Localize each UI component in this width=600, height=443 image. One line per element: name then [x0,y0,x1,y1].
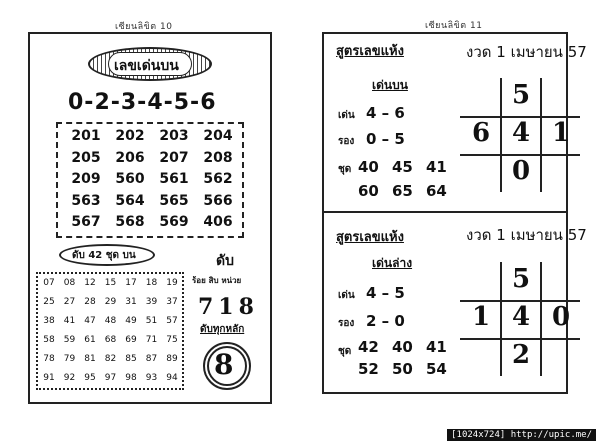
top-date: งวด 1 เมษายน 57 [466,43,587,61]
small-grid-cell: 85 [125,354,137,364]
grid-cell: 565 [159,192,189,209]
lead-digits: 0-2-3-4-5-6 [68,90,217,115]
small-grid-cell: 95 [84,373,96,383]
cross-digit-top: 5 [511,264,531,294]
small-grid-cell: 38 [43,316,55,326]
grid-cell: 568 [115,214,145,230]
small-grid-cell: 18 [145,278,158,288]
grid-cell: 209 [71,171,101,187]
small-grid-cell: 57 [166,316,178,326]
top-den-value: 4 – 6 [366,104,405,122]
small-grid-cell: 28 [84,297,96,307]
small-grid-cell: 78 [43,354,55,364]
small-grid-cell: 89 [166,354,178,364]
footer-watermark: [1024x724] http://upic.me/ [447,429,596,441]
dab-all-digit: 8 [214,348,234,381]
bottom-chud-label: ชุด [338,346,352,357]
chud-value: 65 [392,182,413,200]
small-grid-cell: 93 [145,373,158,383]
set-label: ดับ 42 ชุด บน [72,250,136,261]
chud-value: 41 [426,338,447,356]
small-grid-cell: 47 [84,316,96,326]
cross-digit-right: 1 [551,118,571,148]
dab-all-label: ดับทุกหลัก [200,324,245,335]
right-page-header: เซียนลิขิต 11 [425,21,483,31]
small-grid-cell: 97 [104,373,117,383]
positions-label: ร้อย สิบ หน่วย [192,276,242,285]
grid-cell: 207 [159,149,189,166]
small-grid-cell: 39 [145,297,158,307]
bottom-date: งวด 1 เมษายน 57 [466,226,587,244]
grid-cell: 204 [203,128,233,144]
cross-digit-center: 4 [511,118,531,148]
small-grid-cell: 61 [84,335,96,345]
grid-cell: 203 [159,128,189,144]
right-page-divider [322,211,568,213]
grid-cell: 562 [203,171,233,187]
chud-value: 54 [426,360,447,378]
grid-cell: 561 [159,171,189,187]
small-grid-cell: 37 [166,297,178,307]
left-page-header: เซียนลิขิต 10 [115,22,173,32]
bottom-subtitle: เด่นล่าง [372,256,413,270]
chud-value: 42 [358,338,379,356]
small-grid-cell: 81 [84,354,96,364]
chud-value: 52 [358,360,379,378]
grid-cell: 208 [203,149,233,166]
grid-cell: 205 [71,149,101,166]
bottom-rong-value: 2 – 0 [366,312,405,330]
cross-digit-bottom: 0 [511,156,531,186]
grid-cell: 406 [203,214,233,230]
small-grid-cell: 75 [166,335,178,345]
small-grid-cell: 15 [104,278,117,288]
small-grid-cell: 92 [63,373,76,383]
chud-value: 60 [358,182,379,200]
top-den-label: เด่น [338,110,355,121]
bottom-den-value: 4 – 5 [366,284,405,302]
bottom-den-label: เด่น [338,290,355,301]
grid-cell: 202 [115,128,145,144]
small-grid-cell: 59 [63,335,76,345]
cross-digit-top: 5 [511,80,531,110]
top-rong-value: 0 – 5 [366,130,405,148]
cross-digit-bottom: 2 [511,340,531,370]
chud-value: 40 [358,158,379,176]
small-grid-cell: 87 [145,354,158,364]
small-grid-cell: 41 [63,316,76,326]
small-grid-cell: 49 [125,316,137,326]
chud-value: 64 [426,182,447,200]
cross-digit-left: 1 [471,302,491,332]
small-grid-cell: 68 [104,335,117,345]
small-grid-cell: 58 [43,335,55,345]
cross-digit-center: 4 [511,302,531,332]
cross-digit-left: 6 [471,118,491,148]
chud-value: 50 [392,360,413,378]
small-grid-cell: 79 [63,354,76,364]
grid-cell: 566 [203,192,233,209]
grid-cell: 206 [115,149,145,166]
small-grid-cell: 31 [125,297,137,307]
grid-cell: 563 [71,192,101,209]
small-grid-cell: 98 [125,373,137,383]
bottom-rong-label: รอง [338,318,355,329]
small-grid-cell: 94 [166,373,178,383]
grid-cell: 560 [115,171,145,187]
small-grid-cell: 27 [63,297,76,307]
small-grid-cell: 25 [43,297,55,307]
small-grid-cell: 48 [104,316,117,326]
small-grid-cell: 07 [43,278,55,288]
chud-value: 45 [392,158,413,176]
small-grid-cell: 08 [63,278,76,288]
small-grid-cell: 82 [104,354,117,364]
grid-cell: 201 [71,128,101,144]
grid-cell: 567 [71,214,101,230]
small-grid-cell: 12 [84,278,96,288]
banner-title: เลขเด่นบน [114,58,179,74]
top-rong-label: รอง [338,136,355,147]
grid-cell: 569 [159,214,189,230]
small-grid-cell: 51 [145,316,158,326]
small-grid-cell: 19 [166,278,178,288]
small-grid-cell: 69 [125,335,137,345]
top-subtitle: เด่นบน [372,78,408,92]
bottom-title: สูตรเลขแห้ง [336,230,404,245]
small-grid-cell: 29 [104,297,117,307]
dab-title: ดับ [216,253,234,269]
cross-digit-right: 0 [551,302,571,332]
small-grid-cell: 71 [145,335,158,345]
small-grid-cell: 17 [125,278,137,288]
chud-value: 41 [426,158,447,176]
top-title: สูตรเลขแห้ง [336,44,404,59]
grid-cell: 564 [115,192,145,209]
top-chud-label: ชุด [338,164,352,175]
small-grid-cell: 91 [43,373,55,383]
dab-number: 718 [198,294,259,320]
chud-value: 40 [392,338,413,356]
